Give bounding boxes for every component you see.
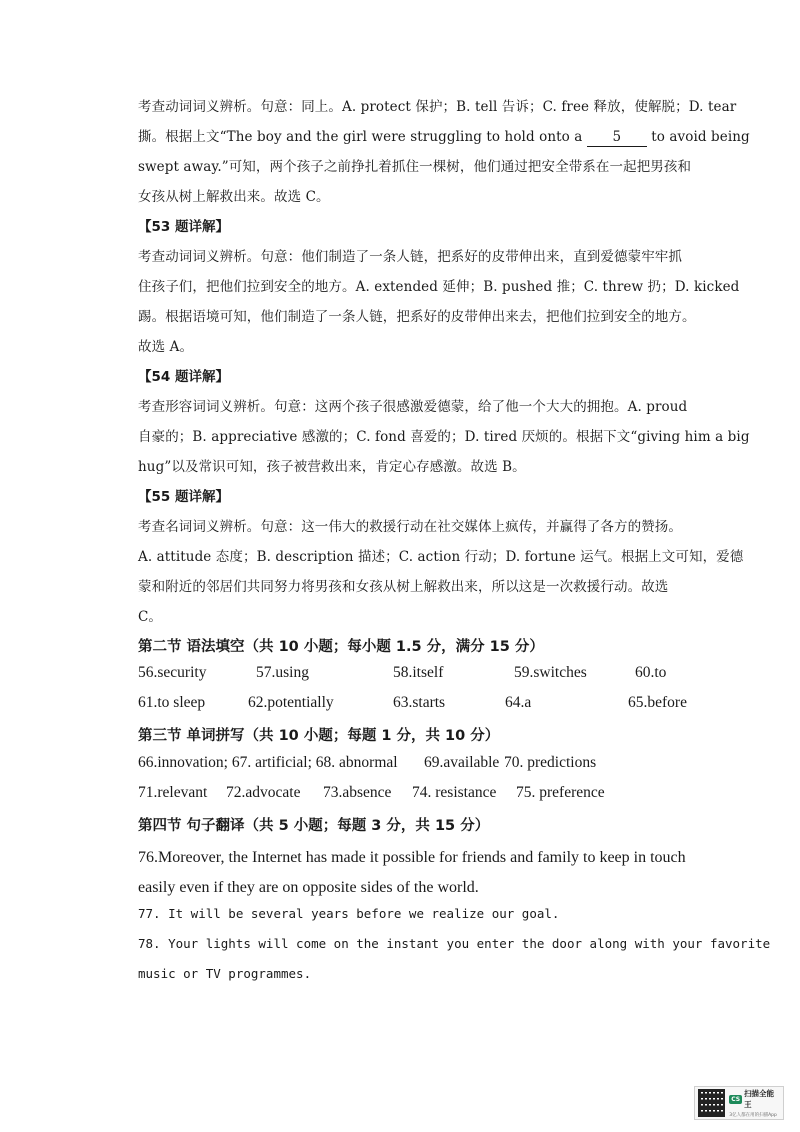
answer-item: 63.starts [393, 694, 446, 711]
text-line: 蒙和附近的邻居们共同努力将男孩和女孩从树上解救出来，所以这是一次救援行动。故选 [138, 579, 669, 595]
answer-item: 74. resistance [412, 784, 497, 801]
camscanner-logo-icon: CS [731, 1095, 741, 1103]
answer-item: 70. predictions [504, 754, 597, 771]
text-line: 78. Your lights will come on the instant you enter the door along with your favorite [138, 936, 771, 951]
answer-item: 57.using [256, 664, 309, 681]
heading-53 [138, 212, 668, 242]
translation-78 [138, 929, 770, 989]
answer-item: 72.advocate [226, 784, 301, 801]
watermark-app-name: 扫描全能王 [744, 1089, 775, 1109]
section-4-title: 第四节 句子翻译（共 5 小题；每题 3 分，共 15 分） [138, 818, 490, 834]
answer-row-71-75 [138, 784, 668, 814]
heading-55 [138, 482, 668, 512]
answer-53-explanation [138, 242, 740, 362]
text-line: 故选 A。 [138, 339, 194, 355]
answer-item: 66.innovation; 67. artificial; 68. abnormal [138, 754, 398, 771]
text-line: 踢。根据语境可知，他们制造了一条人链，把系好的皮带伸出来去，把他们拉到安全的地方。 [138, 309, 696, 325]
blank-5: 5 [587, 129, 647, 147]
text-line: 考查名词词义辨析。句意：这一伟大的救援行动在社交媒体上疯传，并赢得了各方的赞扬。 [138, 519, 682, 535]
watermark-title [729, 1088, 780, 1110]
scanner-watermark [694, 1086, 784, 1120]
text-line: music or TV programmes. [138, 966, 312, 981]
answer-item: 60.to [635, 664, 667, 681]
answer-item: 75. preference [516, 784, 605, 801]
answer-row-56-60 [138, 664, 668, 694]
answer-item: 58.itself [393, 664, 444, 681]
answer-item: 62.potentially [248, 694, 334, 711]
answer-55-explanation [138, 512, 744, 632]
answer-item: 59.switches [514, 664, 587, 681]
heading-text: 【54 题详解】 [138, 369, 229, 385]
text-line: 76.Moreover, the Internet has made it possible for friends and family to keep in touch [138, 849, 686, 866]
answer-row-66-70 [138, 754, 668, 784]
answer-item: 73.absence [323, 784, 392, 801]
text-line: 77. It will be several years before we realize our goal. [138, 906, 560, 921]
answer-item: 64.a [505, 694, 532, 711]
text-fragment: to avoid being [646, 129, 750, 145]
watermark-text [729, 1088, 780, 1118]
text-line: 考查形容词词义辨析。句意：这两个孩子很感激爱德蒙，给了他一个大大的拥抱。A. proud [138, 399, 688, 415]
answer-54-explanation [138, 392, 750, 482]
answer-item: 69.available [424, 754, 500, 771]
section-2-title: 第二节 语法填空（共 10 小题；每小题 1.5 分，满分 15 分） [138, 639, 544, 655]
text-line: hug”以及常识可知，孩子被营救出来，肯定心存感激。故选 B。 [138, 459, 526, 475]
answer-item: 56.security [138, 664, 207, 681]
heading-text: 【53 题详解】 [138, 219, 229, 235]
answer-item: 65.before [628, 694, 687, 711]
text-line: 自豪的；B. appreciative 感激的；C. fond 喜爱的；D. tired 厌烦的。根据下文“giving him a big [138, 429, 750, 445]
text-line: 女孩从树上解救出来。故选 C。 [138, 189, 330, 205]
text-line: swept away.”可知，两个孩子之前挣扎着抓住一棵树，他们通过把安全带系在一起把男孩和 [138, 159, 692, 175]
text-fragment: 撕。根据上文“The boy and the girl were struggling to hold onto a [138, 129, 587, 145]
qr-code-icon [698, 1089, 725, 1117]
section-3-title: 第三节 单词拼写（共 10 小题；每题 1 分，共 10 分） [138, 728, 500, 744]
text-line: C。 [138, 609, 163, 625]
text-line [138, 122, 750, 152]
text-line: 住孩子们，把他们拉到安全的地方。A. extended 延伸；B. pushed 推；C. threw 扔；D. kicked [138, 279, 740, 295]
answer-item: 61.to sleep [138, 694, 206, 711]
answer-item: 71.relevant [138, 784, 208, 801]
translation-77 [138, 899, 559, 929]
translation-76 [138, 843, 686, 903]
answer-52-explanation [138, 92, 750, 212]
answer-row-61-65 [138, 694, 687, 724]
heading-54 [138, 362, 668, 392]
text-line: easily even if they are on opposite sides of the world. [138, 879, 479, 896]
text-line: A. attitude 态度；B. description 描述；C. action 行动；D. fortune 运气。根据上文可知，爱德 [138, 549, 744, 565]
text-line: 考查动词词义辨析。句意：他们制造了一条人链，把系好的皮带伸出来，直到爱德蒙牢牢抓 [138, 249, 682, 265]
heading-text: 【55 题详解】 [138, 489, 229, 505]
watermark-subtitle: 3亿人都在用的扫描App [729, 1113, 777, 1118]
text-line: 考查动词词义辨析。句意：同上。A. protect 保护；B. tell 告诉；C. free 释放，使解脱；D. tear [138, 99, 737, 115]
